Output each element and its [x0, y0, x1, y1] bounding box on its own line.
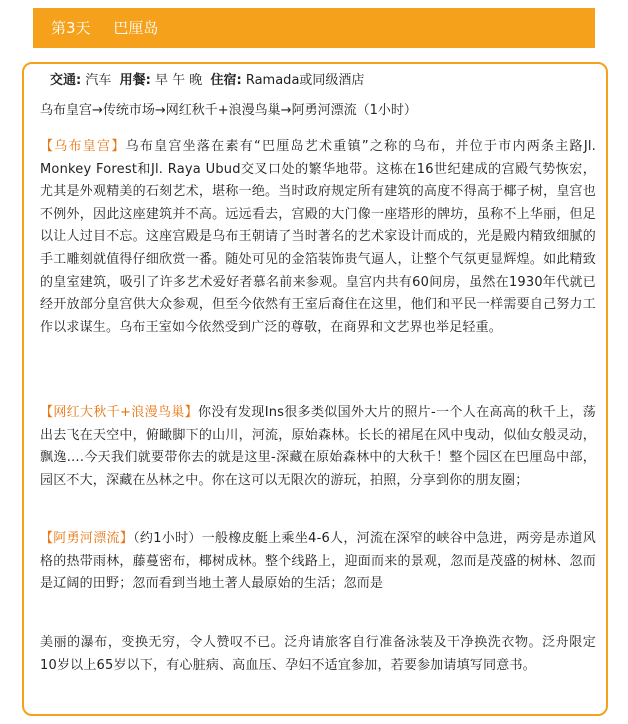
- day-header: [33, 8, 595, 48]
- meal-value: 早 午 晚: [154, 73, 203, 88]
- section-text: 你没有发现Ins很多类似国外大片的照片-一个人在高高的秋千上，荡出去飞在天空中，俯瞰脚下的山川，河流，原始森林。长长的裙尾在风中曳动，似仙女般灵动，飘逸….今天我们就要带你去的就是这里-深藏在原始森林中的大秋千！整个园区在巴厘岛中部，园区不大，深藏在丛林之中。你在这可以无限次的游玩，拍照，分享到你的朋友圈；: [40, 405, 596, 488]
- meal-label: 用餐:: [119, 73, 151, 88]
- transport-label: 交通:: [50, 73, 82, 88]
- section-text: 美丽的瀑布，变换无穷，令人赞叹不已。泛舟请旅客自行准备泳装及干净换洗衣物。泛舟限定10岁以上65岁以下，有心脏病、高血压、孕妇不适宜参加，若要参加请填写同意书。: [40, 635, 596, 673]
- section-tag: 【阿勇河漂流】: [40, 531, 134, 546]
- stay-value: Ramada或同级酒店: [245, 73, 365, 88]
- stay-label: 住宿:: [210, 73, 242, 88]
- itinerary-card: [22, 62, 608, 716]
- section-text: （约1小时）一般橡皮艇上乘坐4-6人，河流在深窄的峡谷中急进，两旁是赤道风格的热带雨林，藤蔓密布，椰树成林。整个线路上，迎面而来的景观，忽而是茂盛的树林、忽而是辽阔的田野；忽而看到当地土著人最原始的生活；忽而是: [40, 531, 597, 592]
- section-swing-nest: [40, 402, 596, 492]
- day-number: 第3天: [51, 19, 91, 37]
- transport-value: 汽车: [85, 73, 112, 88]
- trip-info-line: [50, 70, 364, 92]
- section-ubud-palace: [40, 136, 596, 339]
- section-text: 乌布皇宫坐落在素有“巴厘岛艺术重镇”之称的乌布，并位于市内两条主路Jl. Monkey Forest和Jl. Raya Ubud交叉口处的繁华地带。这栋在16世纪建成的宫殿气势恢宏，尤其是外观精美的石刻艺术，堪称一绝。当时政府规定所有建筑的高度不得高于椰子树，皇宫也不例外，因此这座建筑并不高。远远看去，宫殿的大门像一座塔形的牌坊，虽称不上华丽，但足以让人过目不忘。这座宫殿是乌布王朝请了当时著名的艺术家设计而成的，光是殿内精致细腻的手工雕刻就值得仔细欣赏一番。随处可见的金箔装饰贵气逼人，让整个气氛更显辉煌。如此精致的皇室建筑，吸引了许多艺术爱好者慕名前来参观。皇宫内共有60间房，虽然在1930年代就已经开放部分皇宫供大众参观，但至今依然有王室后裔住在这里，他们和平民一样需要自己努力工作以求谋生。乌布王室如今依然受到广泛的尊敬，在商界和文艺界也举足轻重。: [40, 139, 596, 335]
- day-destination: 巴厘岛: [113, 19, 159, 37]
- route-line: 乌布皇宫→传统市场→网红秋千+浪漫鸟巢→阿勇河漂流（1小时）: [40, 103, 417, 118]
- section-tag: 【乌布皇宫】: [40, 139, 126, 154]
- section-rafting-notes: [40, 632, 596, 677]
- section-ayung-rafting: [40, 528, 596, 596]
- section-tag: 【网红大秋千+浪漫鸟巢】: [40, 405, 198, 420]
